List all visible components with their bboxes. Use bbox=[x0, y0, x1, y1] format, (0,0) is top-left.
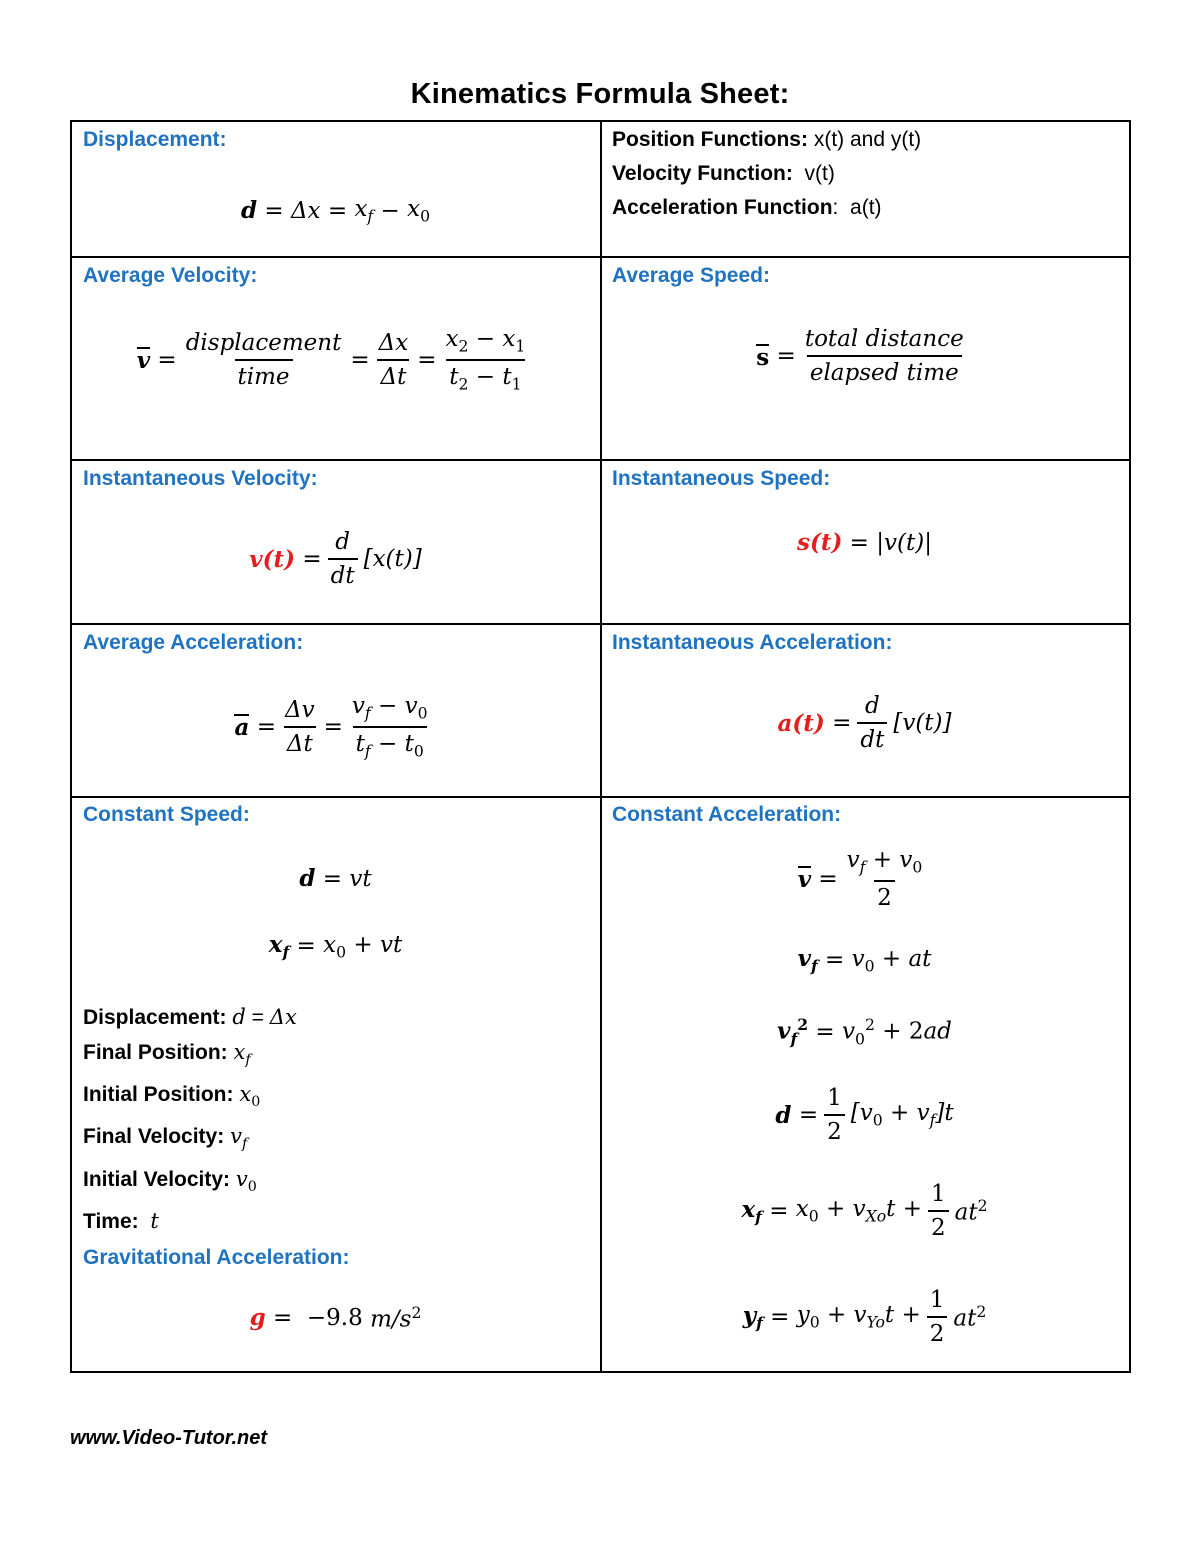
constant-speed-cell bbox=[83, 803, 588, 1371]
legend-final-position: Final Position: $x_f$ bbox=[83, 1040, 251, 1069]
constant-acceleration-heading: Constant Acceleration: bbox=[612, 803, 842, 826]
legend-initial-velocity: Initial Velocity: $v_0$ bbox=[83, 1166, 257, 1195]
acceleration-function-label: Acceleration Function bbox=[612, 196, 833, 219]
fraction: $\frac{v_f - v_0}{t_f - t_0}$ bbox=[351, 693, 428, 761]
gravitational-acceleration-formula: g = −9.8 $m/s^2$ bbox=[249, 1303, 422, 1333]
constant-speed-formula-1: d = vt bbox=[299, 865, 372, 892]
displacement-formula: d = Δx = $x_f$ − $x_0$ bbox=[240, 196, 431, 226]
acceleration-function-colon: : bbox=[832, 196, 839, 219]
constant-acceleration-formula-5: $x_f$ = $x_0 + v_{Xo}t$ + $\frac{1}{2}$ $at^2$ bbox=[741, 1181, 988, 1241]
fraction: $\frac{x_2 - x_1}{t_2 - t_1}$ bbox=[445, 326, 526, 394]
fraction: $\frac{1}{2}$ bbox=[928, 1181, 949, 1241]
instantaneous-speed-heading: Instantaneous Speed: bbox=[612, 467, 831, 490]
average-speed-cell bbox=[612, 264, 1117, 454]
constant-acceleration-formula-6: $y_f$ = $y_0 + v_{Yo}t$ + $\frac{1}{2}$ $at^2$ bbox=[742, 1287, 987, 1347]
legend-displacement: Displacement: d = Δx bbox=[83, 1005, 297, 1029]
footer-url: www.Video-Tutor.net bbox=[70, 1427, 268, 1449]
constant-acceleration-formula-4: d = $\frac{1}{2}$ $[v_0 + v_f]t$ bbox=[775, 1085, 954, 1145]
constant-acceleration-formula-1: v = $\frac{v_f + v_0}{2}$ bbox=[612, 847, 1117, 911]
legend-final-velocity: Final Velocity: $v_f$ bbox=[83, 1124, 248, 1153]
gravity-value: −9.8 bbox=[306, 1304, 363, 1331]
instantaneous-velocity-heading: Instantaneous Velocity: bbox=[83, 467, 318, 490]
average-velocity-formula: v = $\frac{\text{displacement}}{\text{time}}$ = $\frac{\Delta x}{\Delta t}$ = $\frac{x_2 - x_1}{t_2 - t_1}$ bbox=[83, 326, 588, 393]
position-functions-value: x(t) and y(t) bbox=[813, 128, 922, 151]
average-acceleration-formula: a = $\frac{\Delta v}{\Delta t}$ = $\frac{v_f - v_0}{t_f - t_0}$ bbox=[83, 693, 588, 760]
legend-initial-position: Initial Position: $x_0$ bbox=[83, 1082, 261, 1111]
average-velocity-heading: Average Velocity: bbox=[83, 264, 258, 287]
position-functions-label: Position Functions: bbox=[612, 128, 808, 151]
average-acceleration-cell bbox=[83, 631, 588, 791]
fraction: $\frac{d}{dt}$ bbox=[328, 529, 358, 589]
gravitational-acceleration-heading: Gravitational Acceleration: bbox=[83, 1246, 350, 1269]
velocity-function-label: Velocity Function: bbox=[612, 162, 793, 185]
average-speed-formula: s = $\frac{\text{total distance}}{\text{elapsed time}}$ bbox=[612, 326, 1117, 386]
fraction: $\frac{1}{2}$ bbox=[824, 1085, 845, 1145]
row-divider bbox=[72, 459, 1129, 461]
functions-cell bbox=[612, 123, 1117, 253]
legend-time: Time: t bbox=[83, 1208, 159, 1233]
constant-acceleration-formula-3: $v_f^2$ = $v_0^2 + 2ad$ bbox=[777, 1015, 952, 1049]
fraction: $\frac{1}{2}$ bbox=[927, 1287, 948, 1347]
instantaneous-acceleration-heading: Instantaneous Acceleration: bbox=[612, 631, 893, 654]
average-velocity-cell bbox=[83, 264, 588, 454]
page-title: Kinematics Formula Sheet: bbox=[410, 78, 790, 110]
acceleration-function-value: a(t) bbox=[850, 196, 882, 219]
fraction: $\frac{\text{total distance}}{\text{elapsed time}}$ bbox=[804, 326, 964, 386]
constant-acceleration-formula-2: $v_f$ = $v_0$ + at bbox=[797, 945, 932, 976]
instantaneous-speed-formula: s(t) = |v(t)| bbox=[797, 529, 932, 556]
instantaneous-speed-cell bbox=[612, 467, 1117, 617]
position-functions-line bbox=[612, 123, 1117, 157]
velocity-function-line bbox=[612, 157, 1117, 191]
acceleration-function-line bbox=[612, 191, 1117, 225]
instantaneous-velocity-formula: v(t) = $\frac{d}{dt}$ [x(t)] bbox=[249, 529, 422, 589]
fraction: $\frac{d}{dt}$ bbox=[857, 693, 887, 753]
displacement-heading: Displacement: bbox=[83, 128, 227, 151]
fraction: $\frac{\Delta x}{\Delta t}$ bbox=[378, 329, 409, 390]
constant-speed-formula-2: $x_f$ = $x_0$ + vt bbox=[268, 931, 403, 962]
formula-grid bbox=[70, 120, 1131, 1373]
fraction: $\frac{\text{displacement}}{\text{time}}$ bbox=[185, 329, 342, 390]
instantaneous-acceleration-cell bbox=[612, 631, 1117, 791]
row-divider bbox=[72, 796, 1129, 798]
fraction: $\frac{v_f + v_0}{2}$ bbox=[846, 847, 923, 911]
row-divider bbox=[72, 256, 1129, 258]
column-divider bbox=[600, 122, 602, 1371]
average-acceleration-heading: Average Acceleration: bbox=[83, 631, 304, 654]
row-divider bbox=[72, 623, 1129, 625]
instantaneous-acceleration-formula: a(t) = $\frac{d}{dt}$ [v(t)] bbox=[777, 693, 952, 753]
velocity-function-value: v(t) bbox=[804, 162, 835, 185]
constant-speed-heading: Constant Speed: bbox=[83, 803, 250, 826]
fraction: $\frac{\Delta v}{\Delta t}$ bbox=[284, 696, 315, 757]
instantaneous-velocity-cell bbox=[83, 467, 588, 617]
average-speed-heading: Average Speed: bbox=[612, 264, 770, 287]
constant-acceleration-cell bbox=[612, 803, 1117, 1371]
variable-legend bbox=[83, 1000, 297, 1239]
displacement-cell bbox=[83, 128, 588, 256]
